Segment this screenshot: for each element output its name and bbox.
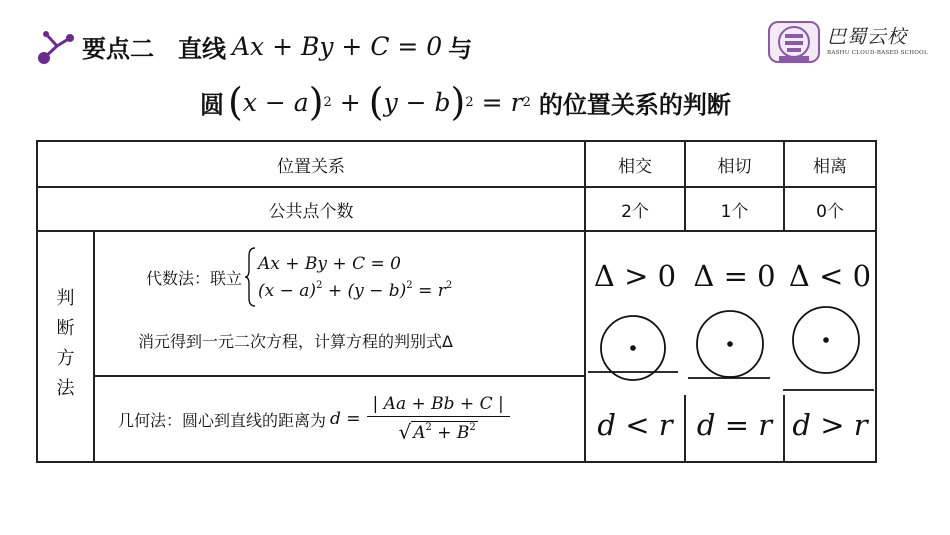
system-equation-line: Ax + By + C = 0 [258,253,401,274]
algebraic-prefix: 代数法：联立 [146,268,243,288]
delta-tangent: Δ = 0 [693,259,776,293]
count-separate: 0个 [816,201,844,222]
school-subtitle: BASHU CLOUD-BASED SCHOOL [827,50,928,56]
header-position-relation: 位置关系 [277,156,345,177]
diagram-separate [780,304,877,396]
distance-separate: d > r [792,408,868,442]
line-label: 直线 [178,34,226,63]
delta-intersect: Δ > 0 [593,259,677,293]
diagram-tangent [686,306,783,390]
table-divider [93,375,586,377]
table-divider [36,230,877,232]
distance-numerator: | Aa + Bb + C | [372,394,504,414]
algebraic-method [146,245,452,309]
count-tangent: 1个 [720,201,749,222]
table-border-bottom [36,461,877,463]
key-point-label: 要点二 [82,34,154,63]
distance-lhs: d = [330,409,361,429]
line-equation: Ax + By + C = 0 [232,31,443,61]
header-intersect: 相交 [618,156,652,177]
table-divider [93,230,95,463]
brace-icon [244,246,256,308]
system-equation-circle: $(x - a)^2 + (y - b)^2 = r^2$ [258,279,453,301]
and-label: 与 [448,34,473,63]
distance-denominator: √ $A^2 + B^2$ [398,420,476,444]
judge-method-label: 判 断 方 法 [56,288,75,399]
circle-equation: ( x − a ) 2 + ( y − b ) 2 = r 2 [228,80,531,124]
position-judgement-label: 的位置关系的判断 [538,90,731,119]
distance-fraction [367,394,510,444]
geometric-prefix: 几何法：圆心到直线的距离为 [118,410,327,430]
table-border-right [875,140,877,463]
diagram-intersect [586,310,684,390]
distance-tangent: d = r [696,408,773,442]
header-separate: 相离 [813,156,847,177]
common-point-count-label: 公共点个数 [268,201,354,222]
geometric-method [118,384,510,454]
count-intersect: 2个 [621,201,649,222]
algebraic-description: 消元得到一元二次方程，计算方程的判别式Δ [138,332,453,351]
school-name: 巴蜀云校 [827,26,908,48]
header-tangent: 相切 [717,156,752,177]
delta-separate: Δ < 0 [788,259,872,293]
distance-intersect: d < r [597,408,673,442]
circle-label: 圆 [200,90,224,119]
